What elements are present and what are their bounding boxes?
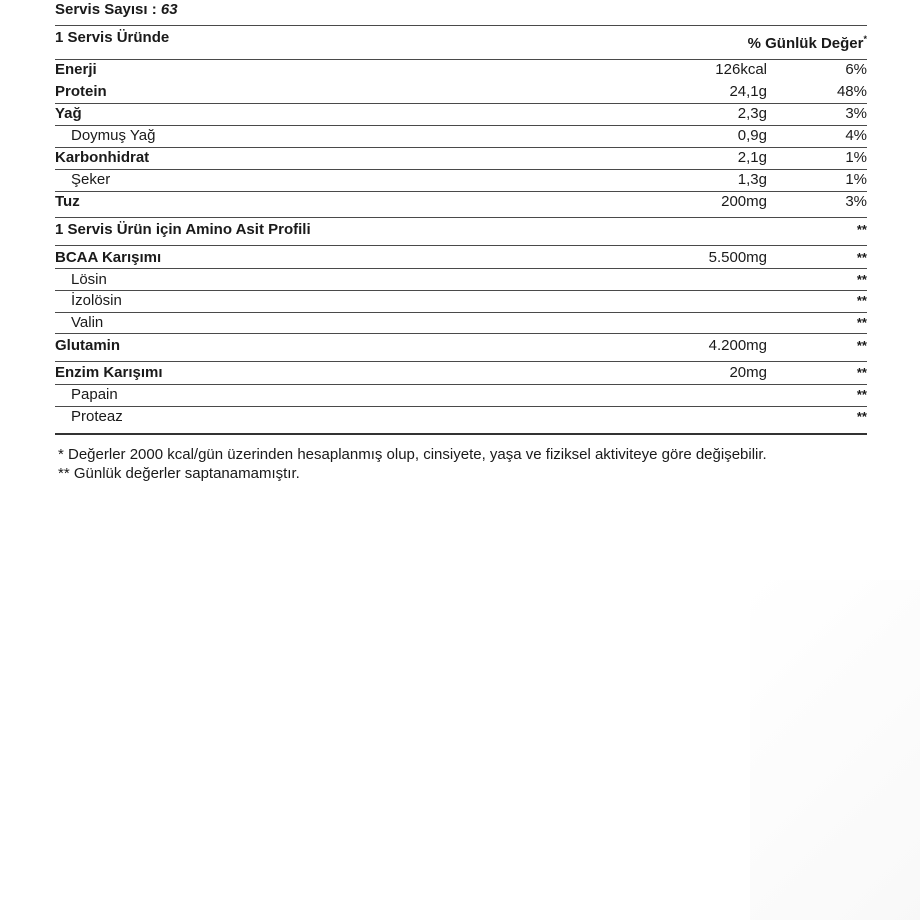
amino-daily-value: ** (856, 387, 867, 402)
amino-row-protease (55, 407, 867, 427)
amino-row-enzyme-blend (55, 363, 867, 383)
serving-count-value: 63 (160, 1, 178, 18)
nutrition-row-protein (55, 82, 867, 102)
nutrient-name: Yağ (55, 105, 82, 122)
nutrient-daily-value: 6% (845, 61, 867, 78)
divider (55, 268, 867, 269)
nutrition-row-energy (55, 60, 867, 80)
amino-daily-value: ** (856, 409, 867, 424)
amino-acid-header-mark: ** (856, 222, 867, 237)
amino-name: İzolösin (71, 292, 122, 309)
divider (55, 245, 867, 246)
divider (55, 333, 867, 334)
amino-row-bcaa (55, 248, 867, 268)
nutrient-name: Karbonhidrat (55, 149, 150, 166)
nutrient-name: Protein (55, 83, 107, 100)
nutrient-daily-value: 48% (836, 83, 867, 100)
amino-daily-value: ** (856, 365, 867, 380)
nutrient-amount: 126kcal (715, 61, 767, 78)
nutrient-daily-value: 1% (845, 171, 867, 188)
nutrient-daily-value: 3% (845, 193, 867, 210)
footnote-not-established: ** Günlük değerler saptanamamıştır. (58, 465, 300, 482)
amino-daily-value: ** (856, 293, 867, 308)
nutrition-row-carbohydrate (55, 148, 867, 168)
serving-count-label: Servis Sayısı : (55, 1, 157, 18)
amino-daily-value: ** (856, 315, 867, 330)
divider (55, 433, 867, 435)
nutrient-name: Tuz (55, 193, 80, 210)
nutrition-header (55, 29, 867, 55)
amino-acid-header (55, 220, 867, 240)
nutrient-daily-value: 4% (845, 127, 867, 144)
nutrient-daily-value: 3% (845, 105, 867, 122)
amino-name: Proteaz (71, 408, 123, 425)
nutrient-amount: 24,1g (729, 83, 767, 100)
nutrition-row-saturated-fat (55, 126, 867, 146)
amino-name: Papain (71, 386, 118, 403)
nutrient-name: Doymuş Yağ (71, 127, 156, 144)
amino-amount: 5.500mg (708, 249, 767, 266)
nutrient-name: Enerji (55, 61, 97, 78)
nutrient-name: Şeker (71, 171, 111, 188)
amino-name: Glutamin (55, 337, 121, 354)
amino-row-papain (55, 385, 867, 405)
amino-name: Lösin (71, 271, 107, 288)
amino-amount: 20mg (729, 364, 767, 381)
amino-name: Valin (71, 314, 104, 331)
daily-value-header-mark: * (863, 34, 867, 44)
nutrition-row-salt (55, 192, 867, 212)
nutrition-header-title: 1 Servis Üründe (55, 29, 170, 46)
amino-acid-header-title: 1 Servis Ürün için Amino Asit Profili (55, 221, 311, 238)
amino-amount: 4.200mg (708, 337, 767, 354)
amino-row-glutamine (55, 336, 867, 356)
nutrient-amount: 0,9g (737, 127, 767, 144)
nutrient-amount: 1,3g (737, 171, 767, 188)
daily-value-header (748, 34, 867, 52)
divider (55, 217, 867, 218)
nutrition-row-sugar (55, 170, 867, 190)
daily-value-header-label: % Günlük Değer (747, 35, 864, 52)
nutrient-daily-value: 1% (845, 149, 867, 166)
nutrient-amount: 200mg (721, 193, 767, 210)
amino-row-leucine (55, 270, 867, 290)
amino-daily-value: ** (856, 338, 867, 353)
serving-count (55, 1, 178, 18)
nutrient-amount: 2,3g (737, 105, 767, 122)
amino-row-isoleucine (55, 291, 867, 311)
divider (55, 25, 867, 26)
amino-row-valine (55, 313, 867, 333)
nutrition-row-fat (55, 104, 867, 124)
amino-name: BCAA Karışımı (55, 249, 162, 266)
background-texture (750, 580, 920, 920)
amino-daily-value: ** (856, 250, 867, 265)
nutrient-amount: 2,1g (737, 149, 767, 166)
amino-name: Enzim Karışımı (55, 364, 163, 381)
divider (55, 361, 867, 362)
footnote-daily-value: * Değerler 2000 kcal/gün üzerinden hesaplanmış olup, cinsiyete, yaşa ve fiziksel aktiviteye göre değişebilir. (58, 446, 767, 463)
amino-daily-value: ** (856, 272, 867, 287)
